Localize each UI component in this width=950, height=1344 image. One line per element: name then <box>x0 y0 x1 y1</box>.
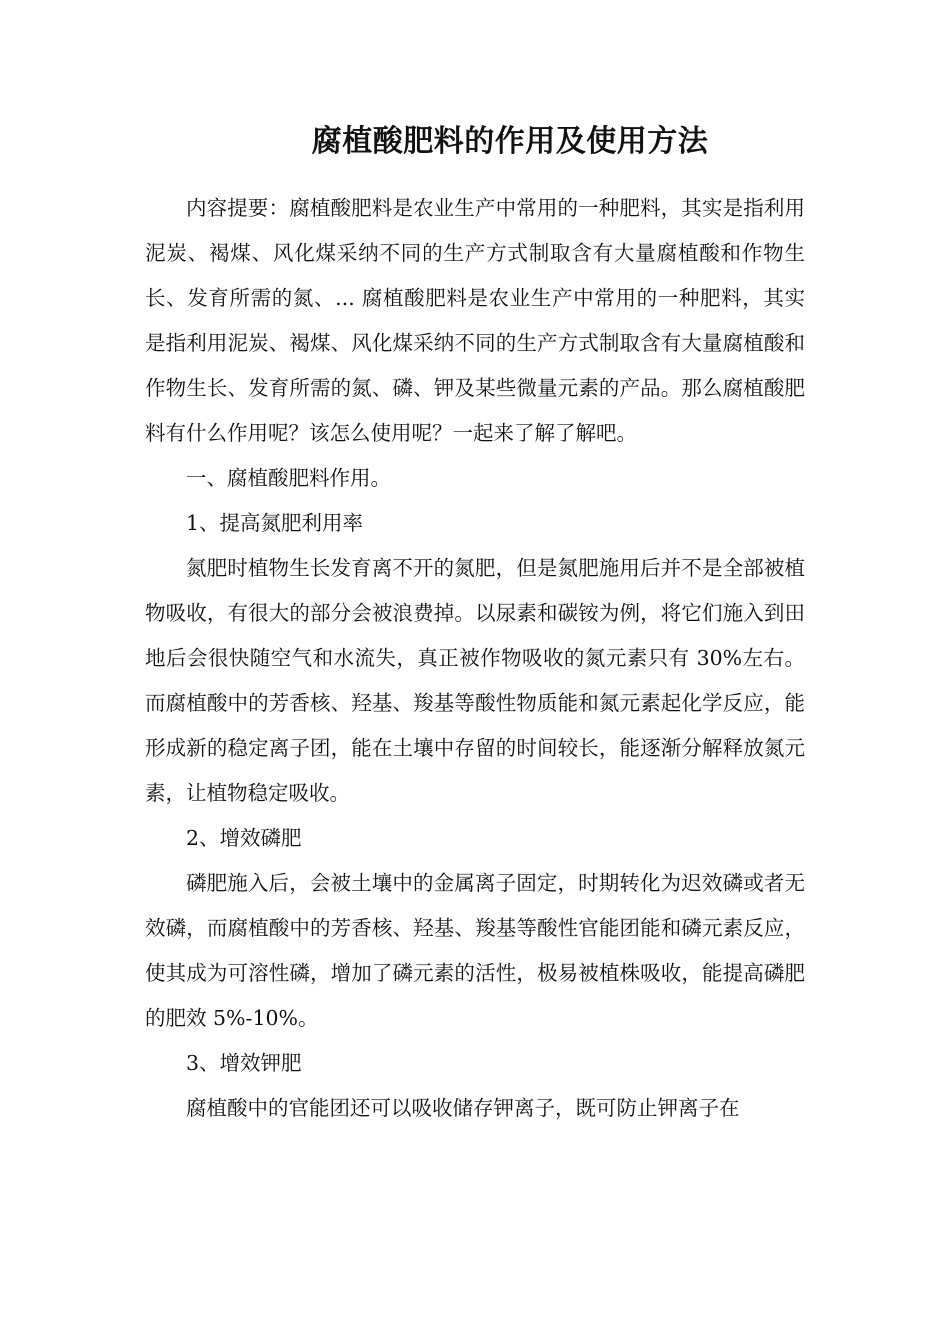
section-heading: 一、腐植酸肥料作用。 <box>186 466 391 490</box>
document-title: 腐植酸肥料的作用及使用方法 <box>311 124 709 159</box>
body-paragraph: 氮肥时植物生长发育离不开的氮肥，但是氮肥施用后并不是全部被植物吸收，有很大的部分会被浪费掉。以尿素和碳铵为例，将它们施入到田地后会很快随空气和水流失，真正被作物吸收的氮元素只有 30%左右。而腐植酸中的芳香核、羟基、羧基等酸性物质能和氮元素起化学反应，能形成新的稳定离子团，能在土壤中存留的时间较长，能逐渐分解释放氮元素，让植物稳定吸收。 <box>145 556 805 805</box>
body-paragraph: 磷肥施入后，会被土壤中的金属离子固定，时期转化为迟效磷或者无效磷，而腐植酸中的芳香核、羟基、羧基等酸性官能团能和磷元素反应，使其成为可溶性磷，增加了磷元素的活性，极易被植株吸收，能提高磷肥的肥效 5%-10%。 <box>145 871 805 1030</box>
subsection-heading: 3、增效钾肥 <box>186 1051 302 1075</box>
document-body <box>145 186 805 1131</box>
body-paragraph: 腐植酸中的官能团还可以吸收储存钾离子，既可防止钾离子在 <box>186 1096 740 1120</box>
subsection-heading: 2、增效磷肥 <box>186 826 302 850</box>
subsection-heading: 1、提高氮肥利用率 <box>186 511 364 535</box>
summary-paragraph: 内容提要：腐植酸肥料是农业生产中常用的一种肥料，其实是指利用泥炭、褐煤、风化煤采纳不同的生产方式制取含有大量腐植酸和作物生长、发育所需的氮、... 腐植酸肥料是农业生产中常用的一种肥料，其实是指利用泥炭、褐煤、风化煤采纳不同的生产方式制取含有大量腐植酸和作物生长、发育所需的氮、磷、钾及某些微量元素的产品。那么腐植酸肥料有什么作用呢？该怎么使用呢？一起来了解了解吧。 <box>145 196 805 445</box>
